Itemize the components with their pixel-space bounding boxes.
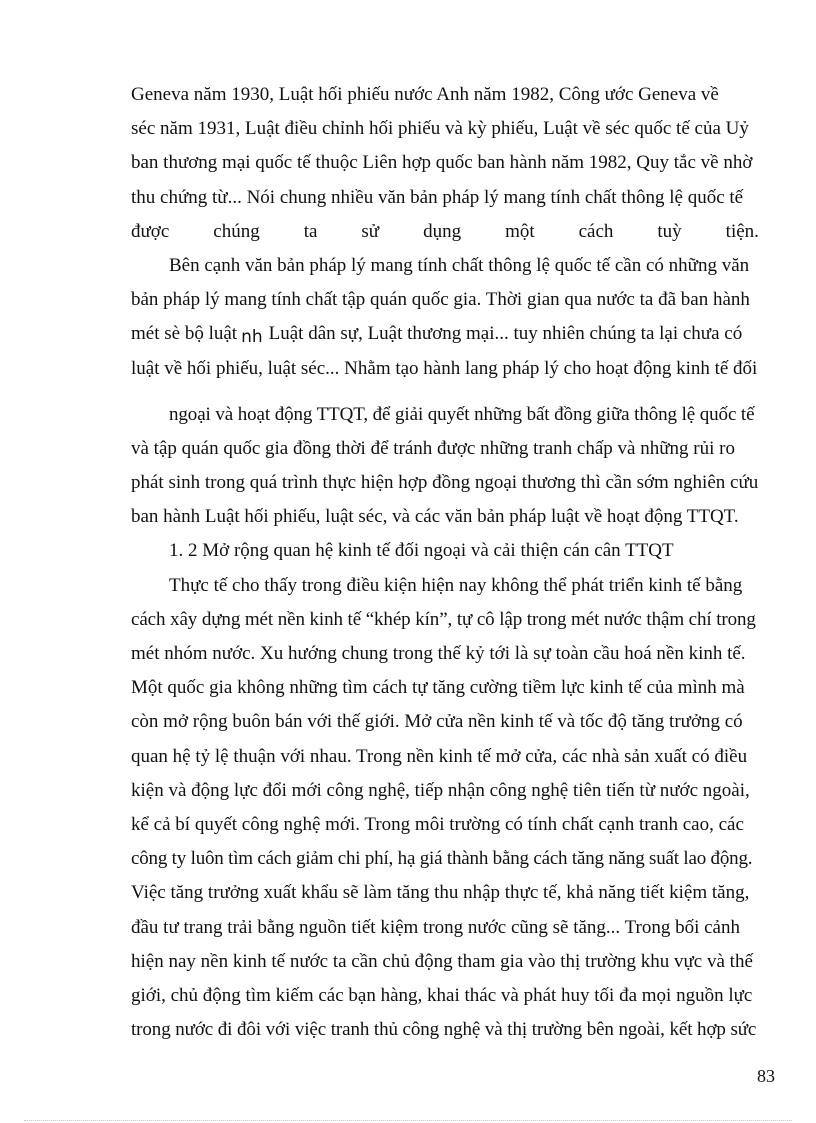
text-line: [131, 317, 759, 351]
text-line: Bên cạnh văn bản pháp lý mang tính chất thông lệ quốc tế cần có những văn: [169, 254, 750, 276]
text-line: đầu tư trang trải bằng nguồn tiết kiệm trong nước cũng sẽ tăng... Trong bối cảnh: [131, 916, 740, 938]
text-line-justified: [131, 215, 759, 249]
text-fragment: mét sè bộ luật: [131, 323, 238, 345]
text-line: trong nước đi đôi với việc tranh thủ công nghệ và thị trường bên ngoài, kết hợp sức: [131, 1019, 757, 1041]
text-line: Thực tế cho thấy trong điều kiện hiện nay không thể phát triển kinh tế bằng: [169, 574, 743, 596]
word: dụng: [423, 220, 462, 242]
text-line: Việc tăng trưởng xuất khẩu sẽ làm tăng thu nhập thực tế, khả năng tiết kiệm tăng,: [131, 882, 750, 904]
text-line: bản pháp lý mang tính chất tập quán quốc gia. Thời gian qua nước ta đã ban hành: [131, 289, 750, 311]
word: chúng: [213, 220, 260, 242]
text-line: thu chứng từ... Nói chung nhiều văn bản pháp lý mang tính chất thông lệ quốc tế: [131, 186, 744, 208]
text-line: Geneva năm 1930, Luật hối phiếu nước Anh năm 1982, Công ước Geneva về: [131, 84, 719, 105]
text-line: ban thương mại quốc tế thuộc Liên hợp quốc ban hành năm 1982, Quy tắc về nhờ: [131, 152, 753, 174]
text-line: phát sinh trong quá trình thực hiện hợp đồng ngoại thương thì cần sớm nghiên cứu: [131, 472, 759, 494]
text-line: còn mở rộng buôn bán với thế giới. Mở cửa nền kinh tế và tốc độ tăng trưởng có: [131, 711, 743, 733]
page-number: 83: [757, 1066, 775, 1086]
text-line: kể cả bí quyết công nghệ mới. Trong môi trường có tính chất cạnh tranh cao, các: [131, 813, 744, 835]
text-line: mét nhóm nước. Xu hướng chung trong thế kỷ tới là sự toàn cầu hoá nền kinh tế.: [131, 643, 746, 664]
paragraph: [131, 398, 759, 535]
paragraph: [131, 569, 759, 1048]
section-heading: 1. 2 Mở rộng quan hệ kinh tế đối ngoại và cải thiện cán cân TTQT: [169, 540, 674, 562]
text-line: ban hành Luật hối phiếu, luật séc, và các văn bản pháp luật về hoạt động TTQT.: [131, 506, 739, 528]
text-line: kiện và động lực đổi mới công nghệ, tiếp nhận công nghệ tiên tiến từ nước ngoài,: [131, 779, 750, 801]
text-line: quan hệ tỷ lệ thuận với nhau. Trong nền kinh tế mở cửa, các nhà sản xuất có điều: [131, 745, 748, 767]
body-text: [131, 78, 759, 1047]
stray-mark: nh: [241, 327, 263, 348]
word: tuỳ: [657, 220, 682, 242]
word: ta: [303, 220, 318, 242]
text-fragment: Luật dân sự, Luật thương mại... tuy nhiên chúng ta lại chưa có: [268, 323, 743, 345]
text-line: séc năm 1931, Luật điều chỉnh hối phiếu và kỳ phiếu, Luật về séc quốc tế của Uỷ: [131, 118, 749, 140]
text-line: giới, chủ động tìm kiếm các bạn hàng, khai thác và phát huy tối đa mọi nguồn lực: [131, 984, 753, 1006]
paragraph: [131, 249, 759, 386]
word: một: [505, 220, 535, 242]
text-line: luật về hối phiếu, luật séc... Nhằm tạo hành lang pháp lý cho hoạt động kinh tế đối: [131, 357, 758, 379]
text-line: và tập quán quốc gia đồng thời để tránh được những tranh chấp và những rủi ro: [131, 437, 735, 459]
word: được: [131, 220, 170, 242]
word: cách: [578, 220, 614, 242]
word: tiện.: [725, 220, 759, 242]
text-line: cách xây dựng mét nền kinh tế “khép kín”, tự cô lập trong mét nước thậm chí trong: [131, 608, 756, 630]
paragraph: [131, 78, 759, 249]
text-line: hiện nay nền kinh tế nước ta cần chủ động tham gia vào thị trường khu vực và thế: [131, 950, 753, 972]
text-line: ngoại và hoạt động TTQT, để giải quyết những bất đồng giữa thông lệ quốc tế: [169, 403, 755, 425]
word: sử: [361, 220, 380, 242]
text-line: Một quốc gia không những tìm cách tự tăng cường tiềm lực kinh tế của mình mà: [131, 677, 745, 699]
text-line: công ty luôn tìm cách giảm chi phí, hạ giá thành bằng cách tăng năng suất lao động.: [131, 848, 753, 870]
page-bottom-divider: [24, 1120, 792, 1121]
